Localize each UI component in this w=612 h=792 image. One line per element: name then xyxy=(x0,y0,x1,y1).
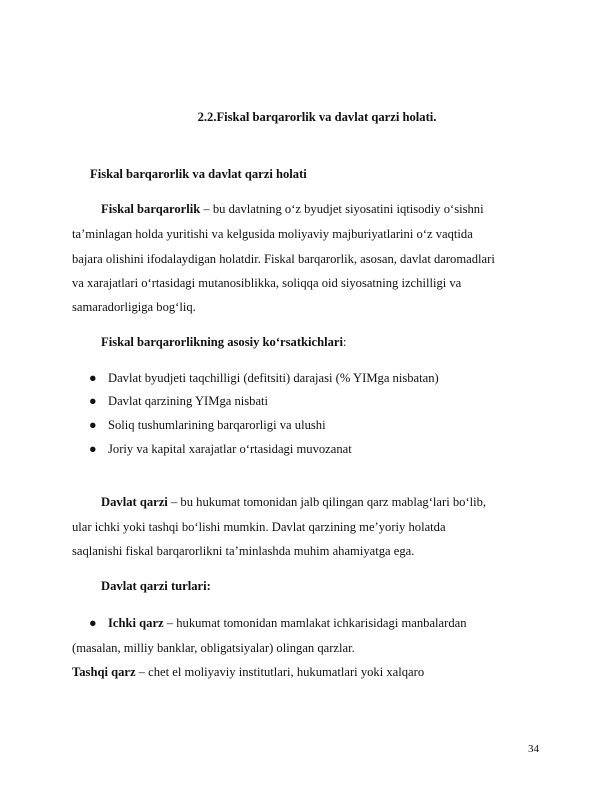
list-item-text: Davlat qarzining YIMga nisbati xyxy=(108,394,269,408)
list-item-text: Soliq tushumlarining barqarorligi va ulushi xyxy=(108,418,326,432)
term-fiskal-barqarorlik: Fiskal barqarorlik xyxy=(101,202,201,216)
bullet-icon: ● xyxy=(89,371,97,385)
section-title: 2.2.Fiskal barqarorlik va davlat qarzi holati. xyxy=(197,110,437,124)
list-item xyxy=(89,441,352,457)
paragraph-fiskal-line-1 xyxy=(101,201,484,217)
term-davlat-qarzi: Davlat qarzi xyxy=(101,495,168,509)
paragraph-fiskal-line-5: samaradorligiga bog‘liq. xyxy=(72,300,196,314)
list-item xyxy=(89,417,326,433)
paragraph-fiskal-line-3: bajara olishini ifodalaydigan holatdir. Fiskal barqarorlik, asosan, davlat daromadlari xyxy=(72,252,495,266)
list-item xyxy=(89,370,439,386)
list-item-ichki-qarz-continuation: (masalan, milliy banklar, obligatsiyalar) olingan qarzlar. xyxy=(72,641,355,655)
list-item-text: Davlat byudjeti taqchilligi (defitsiti) darajasi (% YIMga nisbatan) xyxy=(108,371,439,385)
list-item xyxy=(89,393,268,409)
indicators-heading xyxy=(101,334,347,350)
bullet-icon: ● xyxy=(89,616,97,630)
paragraph-text: – bu davlatning o‘z byudjet siyosatini iqtisodiy o‘sishni xyxy=(200,202,484,216)
paragraph-fiskal-line-2: ta’minlagan holda yuritishi va kelgusida moliyaviy majburiyatlarini o‘z vaqtida xyxy=(72,227,473,241)
paragraph-text: – bu hukumat tomonidan jalb qilingan qarz mablag‘lari bo‘lib, xyxy=(167,495,487,509)
bullet-icon: ● xyxy=(89,418,97,432)
bullet-icon: ● xyxy=(89,394,97,408)
bullet-icon: ● xyxy=(89,442,97,456)
list-item-text: Joriy va kapital xarajatlar o‘rtasidagi muvozanat xyxy=(108,442,352,456)
paragraph-text: – chet el moliyaviy institutlari, hukumatlari yoki xalqaro xyxy=(135,665,425,679)
list-item-ichki-qarz xyxy=(89,615,467,631)
indicators-heading-text: Fiskal barqarorlikning asosiy ko‘rsatkichlari xyxy=(101,335,344,349)
subheading: Fiskal barqarorlik va davlat qarzi holati xyxy=(90,167,307,181)
indicators-heading-colon: : xyxy=(343,335,347,349)
paragraph-davlat-qarzi-line-2: ular ichki yoki tashqi bo‘lishi mumkin. Davlat qarzining me’yoriy holatda xyxy=(72,520,446,534)
page-number: 34 xyxy=(528,743,539,755)
paragraph-davlat-qarzi-line-3: saqlanishi fiskal barqarorlikni ta’minlashda muhim ahamiyatga ega. xyxy=(72,544,415,558)
types-heading: Davlat qarzi turlari: xyxy=(101,579,211,593)
tashqi-qarz-line xyxy=(72,664,424,680)
paragraph-fiskal-line-4: va xarajatlari o‘rtasidagi mutanosiblikka, soliqqa oid siyosatning izchilligi va xyxy=(72,276,462,290)
paragraph-davlat-qarzi-line-1 xyxy=(101,494,486,510)
list-item-text: – hukumat tomonidan mamlakat ichkarisidagi manbalardan xyxy=(163,616,467,630)
term-tashqi-qarz: Tashqi qarz xyxy=(72,665,136,679)
term-ichki-qarz: Ichki qarz xyxy=(108,616,164,630)
